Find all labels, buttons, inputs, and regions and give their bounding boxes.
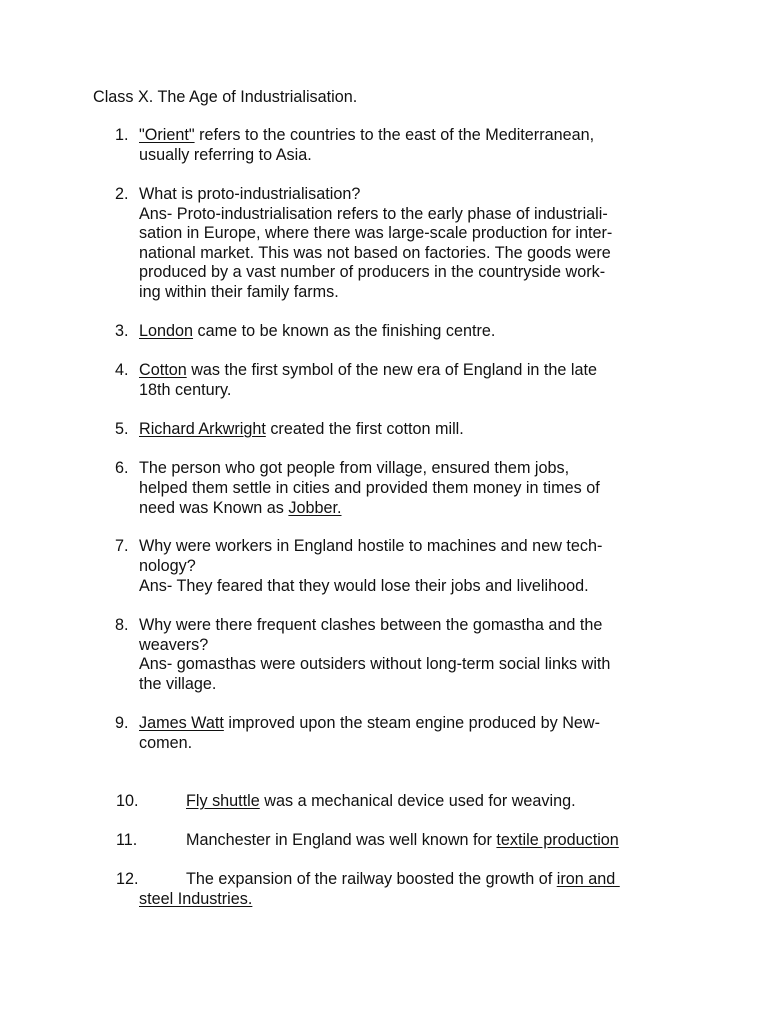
item-number: 7. (115, 537, 129, 555)
item-line: ing within their family farms. (139, 283, 339, 301)
item-line: What is proto-industrialisation? (139, 185, 361, 203)
item-line: Richard Arkwright created the first cotton mill. (139, 420, 464, 438)
document-title: Class X. The Age of Industrialisation. (93, 88, 358, 106)
item-line: usually referring to Asia. (139, 146, 312, 164)
underlined-term: Fly shuttle (186, 792, 260, 810)
underlined-term: Cotton (139, 361, 187, 379)
item-line: Why were workers in England hostile to machines and new tech- (139, 537, 603, 555)
item-line: nology? (139, 557, 196, 575)
item-line: Ans- Proto-industrialisation refers to the early phase of industriali- (139, 204, 608, 223)
item-number: 6. (115, 459, 129, 477)
item-line: Why were there frequent clashes between the gomastha and the (139, 616, 603, 634)
item-line: The expansion of the railway boosted the growth of iron and (186, 870, 620, 888)
item-line: Fly shuttle was a mechanical device used for weaving. (186, 792, 576, 810)
item-line: weavers? (139, 635, 209, 654)
item-number: 5. (115, 420, 129, 438)
item-line: need was Known as Jobber. (139, 499, 342, 517)
item-number: 10. (116, 792, 139, 810)
item-number: 12. (116, 870, 139, 888)
item-number: 1. (115, 126, 129, 144)
underlined-term: Jobber. (288, 499, 342, 517)
item-line: sation in Europe, where there was large-scale production for inter- (139, 224, 613, 243)
item-line: 18th century. (139, 381, 232, 399)
item-number: 4. (115, 361, 129, 379)
item-number: 11. (116, 831, 138, 849)
item-line: national market. This was not based on factories. The goods were (139, 243, 611, 262)
item-line: London came to be known as the finishing centre. (139, 322, 496, 340)
item-line: James Watt improved upon the steam engine produced by New- (139, 714, 600, 732)
underlined-term: Richard Arkwright (139, 420, 266, 438)
underlined-term: textile production (496, 831, 619, 849)
item-line: Ans- gomasthas were outsiders without long-term social links with (139, 655, 611, 674)
underlined-term: "Orient" (139, 126, 195, 144)
underlined-term: steel Industries. (139, 890, 253, 908)
item-line: produced by a vast number of producers in the countryside work- (139, 263, 606, 282)
item-line: The person who got people from village, ensured them jobs, (139, 459, 570, 477)
underlined-term: James Watt (139, 714, 224, 732)
item-line (139, 890, 252, 910)
item-line: Cotton was the first symbol of the new era of England in the late (139, 361, 598, 379)
item-line: Manchester in England was well known for textile production (186, 831, 619, 849)
item-line: the village. (139, 674, 217, 693)
underlined-term: iron and (556, 870, 620, 888)
item-number: 3. (115, 322, 129, 340)
item-line: helped them settle in cities and provided them money in times of (139, 479, 600, 497)
item-number: 9. (115, 714, 129, 732)
item-line: "Orient" refers to the countries to the east of the Mediterranean, (139, 126, 595, 144)
underlined-term: London (139, 322, 194, 340)
item-line: Ans- They feared that they would lose their jobs and livelihood. (139, 577, 589, 595)
item-line: comen. (139, 734, 193, 752)
item-number: 2. (115, 185, 129, 203)
item-number: 8. (115, 616, 129, 634)
